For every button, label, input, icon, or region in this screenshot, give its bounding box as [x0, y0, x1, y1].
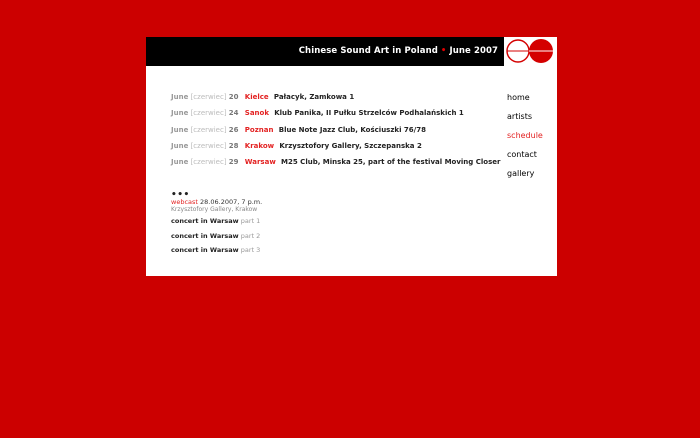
title-text: Chinese Sound Art in Poland	[298, 46, 438, 56]
nav-schedule[interactable]: schedule	[507, 131, 543, 140]
webcast-link[interactable]: webcast	[171, 198, 198, 206]
day: 28	[228, 142, 239, 150]
day: 20	[228, 93, 239, 101]
day: 24	[228, 109, 239, 117]
month: June	[171, 158, 189, 166]
logo[interactable]	[504, 37, 557, 66]
concert-link[interactable]	[171, 246, 260, 254]
content-card	[146, 66, 557, 276]
venue: Krzysztofory Gallery, Szczepanska 2	[279, 142, 422, 150]
city-link[interactable]: Krakow	[244, 142, 275, 150]
header-bar	[146, 37, 504, 66]
concert-link[interactable]	[171, 217, 260, 225]
concert-part: part 1	[240, 217, 261, 225]
webcast-datetime: 28.06.2007, 7 p.m.	[200, 198, 263, 206]
month-pl: [czerwiec]	[190, 109, 227, 117]
city-link[interactable]: Poznan	[244, 126, 274, 134]
schedule-row	[171, 142, 422, 150]
nav-contact[interactable]: contact	[507, 150, 537, 159]
schedule-row	[171, 158, 500, 166]
month: June	[171, 93, 189, 101]
month-pl: [czerwiec]	[190, 158, 227, 166]
city-link[interactable]: Sanok	[244, 109, 269, 117]
month-pl: [czerwiec]	[190, 93, 227, 101]
city-link[interactable]: Warsaw	[244, 158, 276, 166]
venue: Klub Panika, II Pułku Strzelców Podhalańskich 1	[274, 109, 464, 117]
title-separator: •	[440, 46, 447, 56]
nav-artists[interactable]: artists	[507, 112, 533, 121]
venue: Blue Note Jazz Club, Kościuszki 76/78	[278, 126, 426, 134]
schedule-row	[171, 109, 464, 117]
city-link[interactable]: Kielce	[244, 93, 269, 101]
venue: M25 Club, Minska 25, part of the festival Moving Closer	[281, 158, 501, 166]
concert-link[interactable]	[171, 232, 260, 240]
concert-title: concert in Warsaw	[171, 232, 239, 240]
concert-title: concert in Warsaw	[171, 217, 239, 225]
nav-gallery[interactable]: gallery	[507, 169, 535, 178]
concert-title: concert in Warsaw	[171, 246, 239, 254]
page-title	[299, 46, 498, 56]
separator-dots: •••	[171, 190, 190, 200]
concert-part: part 2	[240, 232, 261, 240]
schedule-row	[171, 93, 354, 101]
day: 26	[228, 126, 239, 134]
title-date: June 2007	[449, 46, 498, 56]
concert-part: part 3	[240, 246, 261, 254]
month: June	[171, 126, 189, 134]
nav-home[interactable]: home	[507, 93, 530, 102]
schedule-row	[171, 126, 426, 134]
logo-circles-icon	[504, 37, 557, 66]
webcast-line	[171, 198, 262, 206]
month-pl: [czerwiec]	[190, 142, 227, 150]
month: June	[171, 142, 189, 150]
month-pl: [czerwiec]	[190, 126, 227, 134]
month: June	[171, 109, 189, 117]
webcast-place: Krzysztofory Gallery, Krakow	[171, 206, 258, 213]
venue: Pałacyk, Zamkowa 1	[273, 93, 355, 101]
day: 29	[228, 158, 239, 166]
